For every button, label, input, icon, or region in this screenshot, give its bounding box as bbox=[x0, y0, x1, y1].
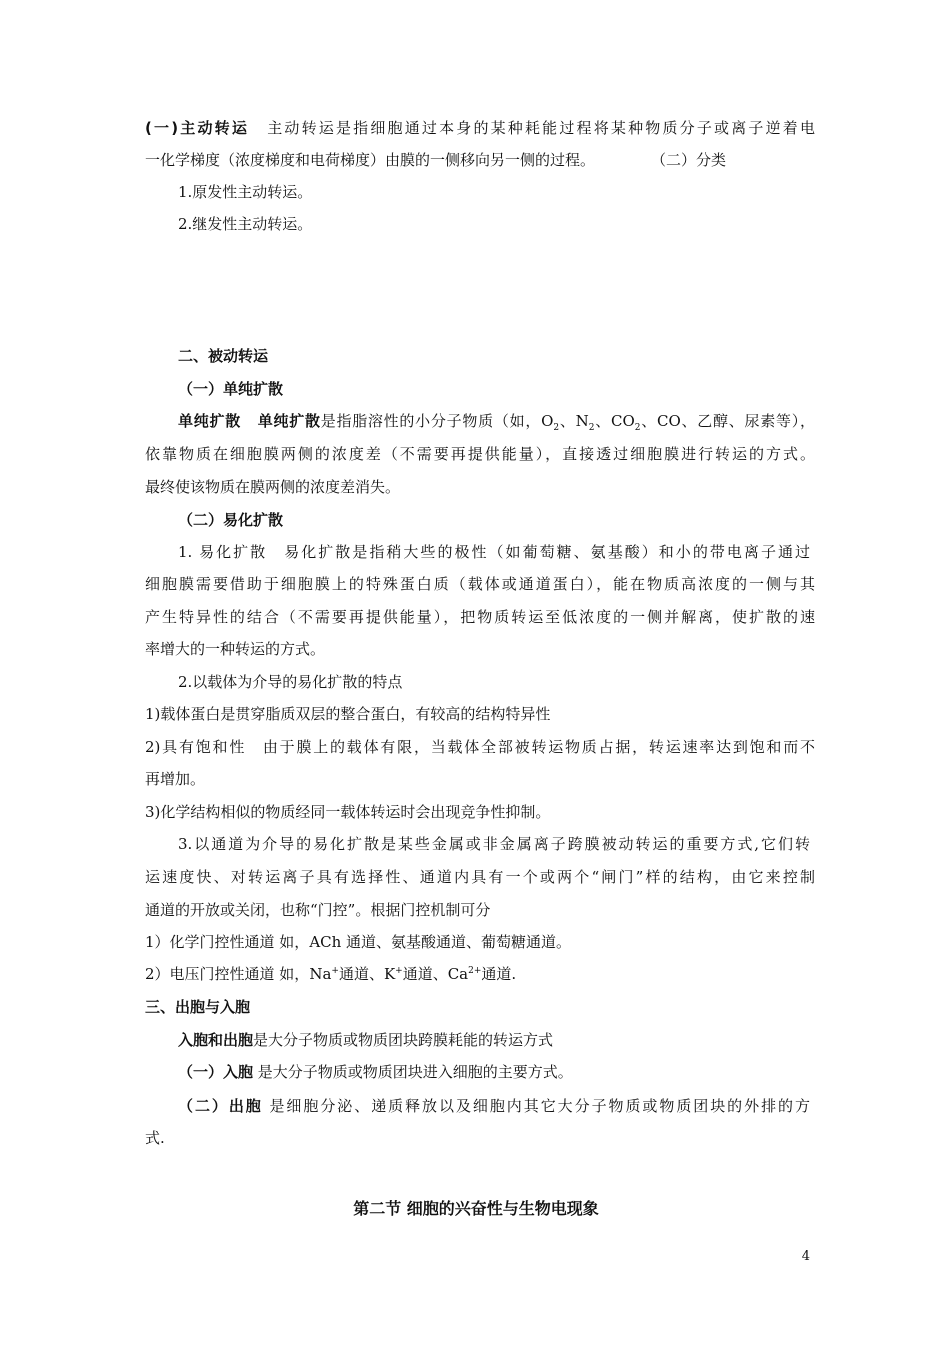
paragraph-line: 细胞膜需要借助于细胞膜上的特殊蛋白质（载体或通道蛋白），能在物质高浓度的一侧与其 bbox=[145, 575, 815, 593]
line-simple-diffusion-definition: 单纯扩散 单纯扩散是指脂溶性的小分子物质（如，$O_2$、$N_2$、$CO_2$、CO、乙醇、尿素等）， bbox=[178, 412, 815, 433]
heading-exocytosis-endocytosis: 三、出胞与入胞 bbox=[145, 998, 251, 1016]
line-endocytosis: （一）入胞 是大分子物质或物质团块进入细胞的主要方式。 bbox=[178, 1063, 573, 1081]
list-item-voltage-gated: 2）电压门控性通道 如，Na+通道、K+通道、$Ca^{2+}$通道. bbox=[145, 965, 517, 983]
subheading-carrier-features: 2.以载体为介导的易化扩散的特点 bbox=[178, 673, 403, 691]
paragraph-line: 依靠物质在细胞膜两侧的浓度差（不需要再提供能量），直接透过细胞膜进行转运的方式。 bbox=[145, 445, 815, 463]
list-item: 2)具有饱和性 由于膜上的载体有限，当载体全部被转运物质占据，转运速率达到饱和而不 bbox=[145, 738, 815, 756]
paragraph-line: 式. bbox=[145, 1129, 165, 1147]
section-title: 第二节 细胞的兴奋性与生物电现象 bbox=[353, 1199, 599, 1218]
heading-passive-transport: 二、被动转运 bbox=[178, 347, 269, 365]
list-item-secondary: 2.继发性主动转运。 bbox=[178, 215, 313, 233]
line-gradient: 一化学梯度（浓度梯度和电荷梯度）由膜的一侧移向另一侧的过程。 （二）分类 bbox=[145, 151, 727, 169]
paragraph-line: 产生特异性的结合（不需要再提供能量），把物质转运至低浓度的一侧并解离，使扩散的速 bbox=[145, 608, 815, 626]
list-item-continuation: 再增加。 bbox=[145, 770, 206, 788]
paragraph-line: 运速度快、对转运离子具有选择性、通道内具有一个或两个“闸门”样的结构，由它来控制 bbox=[145, 868, 815, 886]
paragraph-line: 最终使该物质在膜两侧的浓度差消失。 bbox=[145, 478, 401, 496]
heading-classification: （二）分类 bbox=[651, 151, 727, 169]
heading-active-transport: (一)主动转运 bbox=[145, 119, 250, 137]
paragraph-line: 3.以通道为介导的易化扩散是某些金属或非金属离子跨膜被动转运的重要方式,它们转 bbox=[178, 835, 810, 853]
line-active-transport-definition: (一)主动转运 主动转运是指细胞通过本身的某种耗能过程将某种物质分子或离子逆着电 bbox=[145, 119, 815, 137]
paragraph-line: 通道的开放或关闭，也称“门控”。根据门控机制可分 bbox=[145, 901, 491, 919]
list-item-chemical-gated: 1）化学门控性通道 如，ACh 通道、氨基酸通道、葡萄糖通道。 bbox=[145, 933, 572, 951]
list-item: 3)化学结构相似的物质经同一载体转运时会出现竞争性抑制。 bbox=[145, 803, 551, 821]
heading-facilitated-diffusion: （二）易化扩散 bbox=[178, 511, 284, 529]
list-item-primary: 1.原发性主动转运。 bbox=[178, 183, 313, 201]
paragraph-line: 1. 易化扩散 易化扩散是指稍大些的极性（如葡萄糖、氨基酸）和小的带电离子通过 bbox=[178, 543, 810, 561]
heading-simple-diffusion: （一）单纯扩散 bbox=[178, 380, 284, 398]
paragraph-line: 率增大的一种转运的方式。 bbox=[145, 640, 326, 658]
line-definition: 入胞和出胞是大分子物质或物质团块跨膜耗能的转运方式 bbox=[178, 1031, 554, 1049]
line-exocytosis: （二）出胞 是细胞分泌、递质释放以及细胞内其它大分子物质或物质团块的外排的方 bbox=[178, 1097, 810, 1115]
page-number: 4 bbox=[801, 1249, 810, 1264]
list-item: 1)载体蛋白是贯穿脂质双层的整合蛋白，有较高的结构特异性 bbox=[145, 705, 551, 723]
